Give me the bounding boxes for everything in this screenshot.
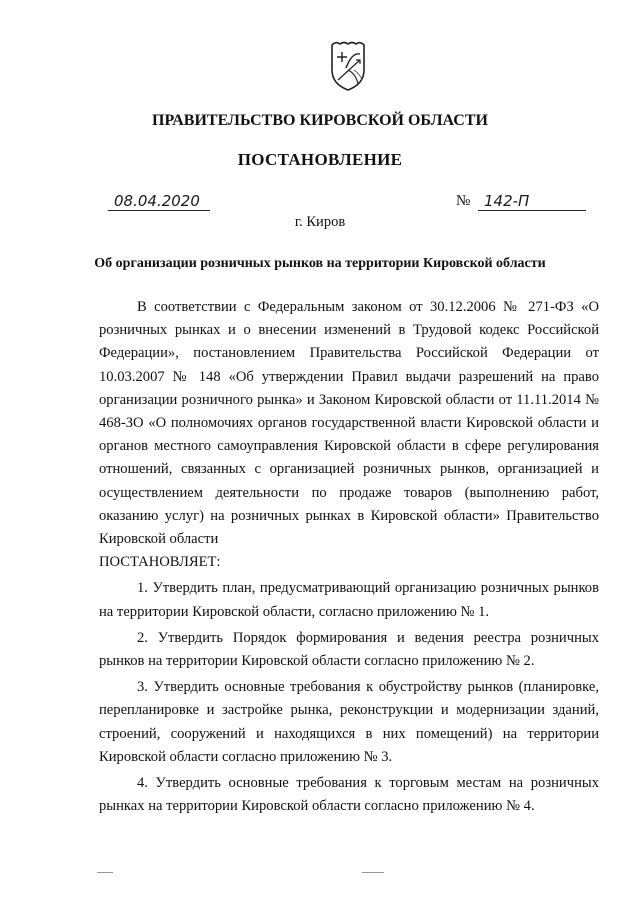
document-body — [99, 296, 599, 818]
decree-word: ПОСТАНОВЛЯЕТ: — [99, 554, 221, 571]
page-mark-left — [97, 872, 113, 873]
list-item: 2. Утвердить Порядок формирования и ведения реестра розничных рынков на территории Кировской области согласно приложению № 2. — [99, 629, 599, 670]
decree-number-block — [456, 192, 586, 210]
list-item: 1. Утвердить план, предусматривающий организацию розничных рынков на территории Кировской области, согласно приложению № 1. — [99, 580, 599, 620]
list-item: 3. Утвердить основные требования к обустройству рынков (планировке, перепланировке и застройке рынка, реконструкции и модернизации зданий, строений, сооружений и находящихся в них помещений) на территории Кировской области согласно приложению № 3. — [99, 679, 599, 765]
number-sign: № — [456, 193, 471, 209]
decree-subject: Об организации розничных рынков на территории Кировской области — [94, 256, 546, 271]
list-item: 4. Утвердить основные требования к торговым местам на розничных рынках на территории Кировской области согласно приложению № 4. — [99, 775, 599, 815]
document-type: ПОСТАНОВЛЕНИЕ — [237, 150, 403, 169]
decree-date: 08.04.2020 — [108, 192, 210, 211]
decree-number: 142-П — [478, 192, 586, 211]
preamble-paragraph: В соответствии с Федеральным законом от 30.12.2006 № 271-ФЗ «О розничных рынках и о внесении изменений в Трудовой кодекс Российской Федерации», постановлением Правительства Российской Федерации от 10.03.2007 № 148 «Об утверждении Правил выдачи разрешений на право организации розничного рынка» и Законом Кировской области от 11.11.2014 № 468-ЗО «О полномочиях органов государственной власти Кировской области и органов местного самоуправления Кировской области в сфере регулирования отношений, связанных с организацией розничных рынков, организацией и осуществлением деятельности по продаже товаров (выполнению работ, оказанию услуг) на розничных рынках в Кировской области» Правительство Кировской области — [99, 299, 599, 548]
government-name: ПРАВИТЕЛЬСТВО КИРОВСКОЙ ОБЛАСТИ — [152, 112, 488, 129]
coat-of-arms-icon — [326, 40, 370, 92]
page-mark-center — [362, 872, 384, 873]
city: г. Киров — [294, 214, 346, 230]
